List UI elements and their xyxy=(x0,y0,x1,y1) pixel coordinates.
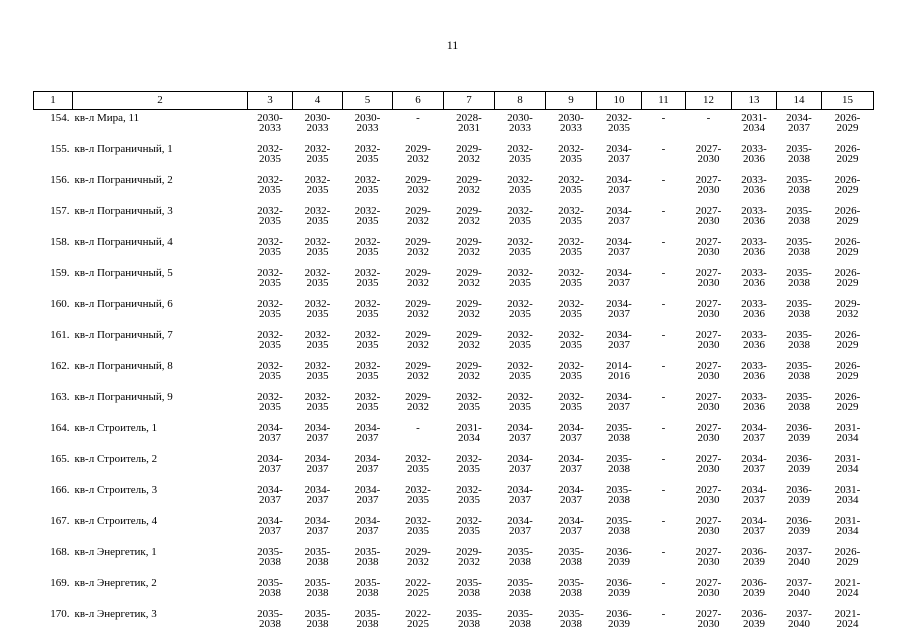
period-cell: 2035- 2038 xyxy=(786,143,812,165)
period-cell: 2032- 2035 xyxy=(456,484,482,506)
period-cell: - xyxy=(661,484,666,496)
period-cell: 2034- 2037 xyxy=(606,298,632,320)
period-cell: 2026- 2029 xyxy=(834,236,861,258)
period-cell: 2035- 2038 xyxy=(606,422,632,444)
period-cell: 2036- 2039 xyxy=(741,577,767,599)
row-number: 165. xyxy=(50,453,70,465)
column-header: 4 xyxy=(293,92,343,110)
period-cell: 2029- 2032 xyxy=(405,267,431,289)
period-cell: 2033- 2036 xyxy=(741,298,767,320)
period-cell: 2035- 2038 xyxy=(354,546,381,568)
period-cell: 2032- 2035 xyxy=(606,112,632,134)
quarter-name: кв-л Пограничный, 6 xyxy=(74,298,173,310)
quarter-name: кв-л Строитель, 4 xyxy=(74,515,158,527)
period-cell: 2033- 2036 xyxy=(741,391,767,413)
period-cell: 2035- 2038 xyxy=(354,608,381,630)
quarter-name: кв-л Пограничный, 4 xyxy=(74,236,173,248)
period-cell: 2034- 2037 xyxy=(606,329,632,351)
period-cell: 2027- 2030 xyxy=(695,298,722,320)
period-cell: 2026- 2029 xyxy=(834,391,861,413)
period-cell: 2037- 2040 xyxy=(786,546,812,568)
table-row xyxy=(34,420,874,451)
period-cell: 2032- 2035 xyxy=(304,360,331,382)
period-cell: 2035- 2038 xyxy=(786,267,812,289)
row-number: 158. xyxy=(50,236,70,248)
period-cell: 2026- 2029 xyxy=(834,205,861,227)
period-cell: 2032- 2035 xyxy=(257,236,283,258)
row-number: 170. xyxy=(50,608,70,620)
table-row xyxy=(34,606,874,637)
period-cell: 2032- 2035 xyxy=(257,298,283,320)
period-cell: 2030- 2033 xyxy=(304,112,331,134)
row-number: 160. xyxy=(50,298,70,310)
period-cell: 2034- 2037 xyxy=(354,515,381,537)
period-cell: 2029- 2032 xyxy=(456,360,482,382)
period-cell: 2032- 2035 xyxy=(304,329,331,351)
period-cell: 2029- 2032 xyxy=(456,546,482,568)
column-header: 14 xyxy=(777,92,822,110)
period-cell: 2033- 2036 xyxy=(741,205,767,227)
quarter-name: кв-л Пограничный, 2 xyxy=(74,174,173,186)
period-cell: 2030- 2033 xyxy=(507,112,533,134)
period-cell: 2034- 2037 xyxy=(304,484,331,506)
table-row xyxy=(34,110,874,142)
page-number: 11 xyxy=(446,38,459,52)
period-cell: 2029- 2032 xyxy=(456,298,482,320)
period-cell: 2034- 2037 xyxy=(741,422,767,444)
period-cell: 2032- 2035 xyxy=(354,329,381,351)
row-number: 162. xyxy=(50,360,70,372)
period-cell: 2032- 2035 xyxy=(354,391,381,413)
period-cell: - xyxy=(661,546,666,558)
period-cell: 2027- 2030 xyxy=(695,422,722,444)
header-row xyxy=(34,92,874,110)
period-cell: 2029- 2032 xyxy=(405,391,431,413)
period-cell: 2032- 2035 xyxy=(257,391,283,413)
period-cell: 2027- 2030 xyxy=(695,143,722,165)
period-cell: 2036- 2039 xyxy=(606,608,632,630)
period-cell: 2035- 2038 xyxy=(257,608,283,630)
period-cell: 2036- 2039 xyxy=(741,608,767,630)
quarter-name: кв-л Энергетик, 3 xyxy=(74,608,157,620)
period-cell: 2033- 2036 xyxy=(741,174,767,196)
period-cell: 2036- 2039 xyxy=(741,546,767,568)
row-number: 163. xyxy=(50,391,70,403)
column-header: 15 xyxy=(822,92,874,110)
period-cell: 2034- 2037 xyxy=(507,484,533,506)
period-cell: 2032- 2035 xyxy=(558,143,584,165)
table-header xyxy=(34,92,874,110)
period-cell: 2029- 2032 xyxy=(456,236,482,258)
period-cell: 2027- 2030 xyxy=(695,453,722,475)
table-row xyxy=(34,296,874,327)
column-header: 2 xyxy=(73,92,248,110)
period-cell: - xyxy=(661,360,666,372)
period-cell: 2021- 2024 xyxy=(834,608,861,630)
row-number: 156. xyxy=(50,174,70,186)
period-cell: 2037- 2040 xyxy=(786,577,812,599)
column-header: 13 xyxy=(732,92,777,110)
period-cell: 2032- 2035 xyxy=(405,453,431,475)
period-cell: - xyxy=(661,391,666,403)
period-cell: 2034- 2037 xyxy=(606,205,632,227)
quarter-name: кв-л Строитель, 3 xyxy=(74,484,158,496)
period-cell: 2035- 2038 xyxy=(456,608,482,630)
period-cell: 2032- 2035 xyxy=(558,298,584,320)
period-cell: 2032- 2035 xyxy=(354,267,381,289)
period-cell: 2032- 2035 xyxy=(304,267,331,289)
period-cell: 2031- 2034 xyxy=(456,422,482,444)
period-cell: 2022- 2025 xyxy=(405,608,431,630)
period-cell: 2026- 2029 xyxy=(834,360,861,382)
period-cell: 2035- 2038 xyxy=(606,453,632,475)
table-row xyxy=(34,327,874,358)
column-header: 9 xyxy=(546,92,597,110)
period-cell: 2027- 2030 xyxy=(695,577,722,599)
quarter-name: кв-л Пограничный, 1 xyxy=(74,143,173,155)
period-cell: 2034- 2037 xyxy=(741,453,767,475)
period-cell: - xyxy=(661,112,666,124)
period-cell: - xyxy=(661,453,666,465)
period-cell: 2032- 2035 xyxy=(304,298,331,320)
period-cell: 2034- 2037 xyxy=(741,515,767,537)
period-cell: 2032- 2035 xyxy=(558,236,584,258)
period-cell: - xyxy=(416,112,420,124)
row-number: 168. xyxy=(50,546,70,558)
period-cell: 2032- 2035 xyxy=(354,236,381,258)
table-row xyxy=(34,172,874,203)
period-cell: 2027- 2030 xyxy=(695,515,722,537)
period-cell: 2032- 2035 xyxy=(304,236,331,258)
period-cell: 2029- 2032 xyxy=(456,329,482,351)
column-header: 8 xyxy=(495,92,546,110)
period-cell: 2030- 2033 xyxy=(257,112,283,134)
period-cell: 2034- 2037 xyxy=(786,112,812,134)
period-cell: 2033- 2036 xyxy=(741,267,767,289)
period-cell: 2034- 2037 xyxy=(257,484,283,506)
period-cell: 2034- 2037 xyxy=(507,422,533,444)
row-number: 166. xyxy=(50,484,70,496)
period-cell: 2028- 2031 xyxy=(456,112,482,134)
period-cell: 2032- 2035 xyxy=(354,360,381,382)
period-cell: 2027- 2030 xyxy=(695,236,722,258)
period-cell: - xyxy=(661,143,666,155)
period-cell: 2029- 2032 xyxy=(405,360,431,382)
period-cell: 2034- 2037 xyxy=(741,484,767,506)
period-cell: 2021- 2024 xyxy=(834,577,861,599)
quarter-name: кв-л Мира, 11 xyxy=(74,112,140,124)
period-cell: 2032- 2035 xyxy=(354,298,381,320)
period-cell: 2035- 2038 xyxy=(354,577,381,599)
period-cell: 2029- 2032 xyxy=(405,298,431,320)
row-number: 161. xyxy=(50,329,70,341)
table-row xyxy=(34,234,874,265)
quarter-name: кв-л Пограничный, 3 xyxy=(74,205,173,217)
column-header: 3 xyxy=(248,92,293,110)
period-cell: 2032- 2035 xyxy=(257,174,283,196)
period-cell: 2034- 2037 xyxy=(304,453,331,475)
period-cell: 2030- 2033 xyxy=(354,112,381,134)
quarter-name: кв-л Пограничный, 5 xyxy=(74,267,173,279)
period-cell: 2032- 2035 xyxy=(507,205,533,227)
column-header: 11 xyxy=(642,92,686,110)
period-cell: 2033- 2036 xyxy=(741,236,767,258)
quarter-name: кв-л Строитель, 1 xyxy=(74,422,158,434)
period-cell: 2032- 2035 xyxy=(304,391,331,413)
period-cell: 2027- 2030 xyxy=(695,546,722,568)
column-header: 5 xyxy=(343,92,393,110)
period-cell: - xyxy=(661,205,666,217)
period-cell: 2035- 2038 xyxy=(507,546,533,568)
period-cell: 2029- 2032 xyxy=(456,174,482,196)
period-cell: 2035- 2038 xyxy=(507,608,533,630)
period-cell: 2029- 2032 xyxy=(405,236,431,258)
period-cell: 2032- 2035 xyxy=(354,143,381,165)
period-cell: 2031- 2034 xyxy=(741,112,767,134)
period-cell: 2032- 2035 xyxy=(558,174,584,196)
period-cell: 2034- 2037 xyxy=(558,484,584,506)
period-cell: 2034- 2037 xyxy=(257,515,283,537)
period-cell: 2032- 2035 xyxy=(405,515,431,537)
period-cell: 2032- 2035 xyxy=(507,143,533,165)
period-cell: 2027- 2030 xyxy=(695,329,722,351)
period-cell: 2035- 2038 xyxy=(786,360,812,382)
period-cell: 2032- 2035 xyxy=(257,267,283,289)
period-cell: 2034- 2037 xyxy=(558,515,584,537)
period-cell: 2035- 2038 xyxy=(786,298,812,320)
period-cell: 2026- 2029 xyxy=(834,143,861,165)
quarter-name: кв-л Пограничный, 9 xyxy=(74,391,173,403)
period-cell: 2029- 2032 xyxy=(405,143,431,165)
period-cell: 2036- 2039 xyxy=(786,422,812,444)
period-cell: 2034- 2037 xyxy=(606,143,632,165)
period-cell: 2032- 2035 xyxy=(304,205,331,227)
period-cell: - xyxy=(661,329,666,341)
period-cell: 2027- 2030 xyxy=(695,267,722,289)
period-cell: 2036- 2039 xyxy=(786,484,812,506)
period-cell: 2035- 2038 xyxy=(304,577,331,599)
period-cell: 2032- 2035 xyxy=(507,236,533,258)
period-cell: 2035- 2038 xyxy=(786,205,812,227)
period-cell: - xyxy=(706,112,711,124)
period-cell: 2022- 2025 xyxy=(405,577,431,599)
period-cell: - xyxy=(661,608,666,620)
period-cell: 2032- 2035 xyxy=(456,453,482,475)
table-row xyxy=(34,513,874,544)
period-cell: 2035- 2038 xyxy=(257,546,283,568)
period-cell: 2034- 2037 xyxy=(558,422,584,444)
period-cell: 2035- 2038 xyxy=(304,608,331,630)
period-cell: 2029- 2032 xyxy=(405,546,431,568)
period-cell: 2026- 2029 xyxy=(834,112,861,134)
table-row xyxy=(34,544,874,575)
period-cell: 2027- 2030 xyxy=(695,174,722,196)
table-row xyxy=(34,451,874,482)
period-cell: 2035- 2038 xyxy=(304,546,331,568)
period-cell: 2034- 2037 xyxy=(606,236,632,258)
row-number: 164. xyxy=(50,422,70,434)
row-number: 155. xyxy=(50,143,70,155)
period-cell: 2035- 2038 xyxy=(257,577,283,599)
period-cell: 2033- 2036 xyxy=(741,329,767,351)
period-cell: 2035- 2038 xyxy=(606,515,632,537)
table-row xyxy=(34,358,874,389)
period-cell: 2034- 2037 xyxy=(558,453,584,475)
column-header: 7 xyxy=(444,92,495,110)
column-header: 6 xyxy=(393,92,444,110)
period-cell: 2032- 2035 xyxy=(456,391,482,413)
period-cell: 2032- 2035 xyxy=(507,298,533,320)
period-cell: 2032- 2035 xyxy=(558,329,584,351)
period-cell: 2032- 2035 xyxy=(257,329,283,351)
period-cell: 2032- 2035 xyxy=(354,174,381,196)
column-header: 12 xyxy=(686,92,732,110)
period-cell: 2026- 2029 xyxy=(834,329,861,351)
quarter-name: кв-л Энергетик, 1 xyxy=(74,546,157,558)
column-header: 10 xyxy=(597,92,642,110)
period-cell: 2031- 2034 xyxy=(834,453,861,475)
period-cell: 2035- 2038 xyxy=(786,174,812,196)
period-cell: 2032- 2035 xyxy=(257,143,283,165)
period-cell: 2037- 2040 xyxy=(786,608,812,630)
period-cell: 2032- 2035 xyxy=(304,143,331,165)
period-cell: 2035- 2038 xyxy=(456,577,482,599)
table-row xyxy=(34,389,874,420)
period-cell: 2027- 2030 xyxy=(695,484,722,506)
period-cell: - xyxy=(661,422,666,434)
period-cell: 2034- 2037 xyxy=(606,267,632,289)
period-cell: 2035- 2038 xyxy=(507,577,533,599)
period-cell: 2032- 2035 xyxy=(456,515,482,537)
period-cell: 2031- 2034 xyxy=(834,515,861,537)
period-cell: - xyxy=(661,174,666,186)
row-number: 167. xyxy=(50,515,70,527)
period-cell: 2035- 2038 xyxy=(558,546,584,568)
period-cell: 2027- 2030 xyxy=(695,360,722,382)
period-cell: 2035- 2038 xyxy=(606,484,632,506)
period-cell: 2032- 2035 xyxy=(558,391,584,413)
table-row xyxy=(34,203,874,234)
period-cell: 2034- 2037 xyxy=(257,453,283,475)
period-cell: 2036- 2039 xyxy=(786,515,812,537)
period-cell: 2034- 2037 xyxy=(507,515,533,537)
period-cell: 2032- 2035 xyxy=(558,360,584,382)
quarter-name: кв-л Энергетик, 2 xyxy=(74,577,157,589)
period-cell: - xyxy=(661,515,666,527)
period-cell: 2034- 2037 xyxy=(507,453,533,475)
period-cell: 2029- 2032 xyxy=(405,174,431,196)
period-cell: 2035- 2038 xyxy=(786,236,812,258)
table-row xyxy=(34,575,874,606)
period-cell: - xyxy=(416,422,420,434)
period-cell: 2034- 2037 xyxy=(257,422,283,444)
period-cell: 2034- 2037 xyxy=(354,453,381,475)
period-cell: 2032- 2035 xyxy=(558,205,584,227)
period-cell: 2030- 2033 xyxy=(558,112,584,134)
period-cell: 2014- 2016 xyxy=(606,360,632,382)
period-cell: 2034- 2037 xyxy=(354,484,381,506)
period-cell: 2032- 2035 xyxy=(304,174,331,196)
period-cell: 2033- 2036 xyxy=(741,360,767,382)
period-cell: - xyxy=(661,267,666,279)
schedule-table xyxy=(33,91,874,637)
period-cell: 2026- 2029 xyxy=(834,267,861,289)
period-cell: 2032- 2035 xyxy=(507,267,533,289)
period-cell: 2035- 2038 xyxy=(786,391,812,413)
period-cell: 2034- 2037 xyxy=(304,515,331,537)
period-cell: 2032- 2035 xyxy=(257,360,283,382)
period-cell: - xyxy=(661,298,666,310)
period-cell: 2026- 2029 xyxy=(834,174,861,196)
row-number: 169. xyxy=(50,577,70,589)
period-cell: 2032- 2035 xyxy=(257,205,283,227)
period-cell: 2029- 2032 xyxy=(405,329,431,351)
period-cell: 2035- 2038 xyxy=(558,577,584,599)
period-cell: 2036- 2039 xyxy=(786,453,812,475)
period-cell: 2034- 2037 xyxy=(606,391,632,413)
period-cell: 2034- 2037 xyxy=(606,174,632,196)
period-cell: 2027- 2030 xyxy=(695,205,722,227)
period-cell: 2035- 2038 xyxy=(786,329,812,351)
period-cell: 2032- 2035 xyxy=(354,205,381,227)
row-number: 154. xyxy=(50,112,70,124)
period-cell: 2034- 2037 xyxy=(304,422,331,444)
period-cell: 2032- 2035 xyxy=(507,360,533,382)
row-number: 157. xyxy=(50,205,70,217)
period-cell: 2032- 2035 xyxy=(507,174,533,196)
table-row xyxy=(34,482,874,513)
period-cell: 2032- 2035 xyxy=(507,329,533,351)
period-cell: 2027- 2030 xyxy=(695,391,722,413)
period-cell: - xyxy=(661,236,666,248)
quarter-name: кв-л Пограничный, 7 xyxy=(74,329,173,341)
period-cell: 2026- 2029 xyxy=(834,546,861,568)
period-cell: 2036- 2039 xyxy=(606,546,632,568)
period-cell: 2035- 2038 xyxy=(558,608,584,630)
period-cell: 2032- 2035 xyxy=(405,484,431,506)
period-cell: 2031- 2034 xyxy=(834,422,861,444)
table-body xyxy=(34,110,874,638)
period-cell: 2032- 2035 xyxy=(558,267,584,289)
period-cell: 2034- 2037 xyxy=(354,422,381,444)
period-cell: 2033- 2036 xyxy=(741,143,767,165)
period-cell: 2032- 2035 xyxy=(507,391,533,413)
period-cell: 2031- 2034 xyxy=(834,484,861,506)
quarter-name: кв-л Строитель, 2 xyxy=(74,453,158,465)
period-cell: 2029- 2032 xyxy=(456,143,482,165)
period-cell: 2029- 2032 xyxy=(405,205,431,227)
period-cell: 2029- 2032 xyxy=(456,205,482,227)
column-header: 1 xyxy=(34,92,73,110)
table-row xyxy=(34,141,874,172)
period-cell: 2036- 2039 xyxy=(606,577,632,599)
period-cell: 2027- 2030 xyxy=(695,608,722,630)
period-cell: - xyxy=(661,577,666,589)
quarter-name: кв-л Пограничный, 8 xyxy=(74,360,173,372)
row-number: 159. xyxy=(50,267,70,279)
period-cell: 2029- 2032 xyxy=(834,298,861,320)
period-cell: 2029- 2032 xyxy=(456,267,482,289)
table-row xyxy=(34,265,874,296)
